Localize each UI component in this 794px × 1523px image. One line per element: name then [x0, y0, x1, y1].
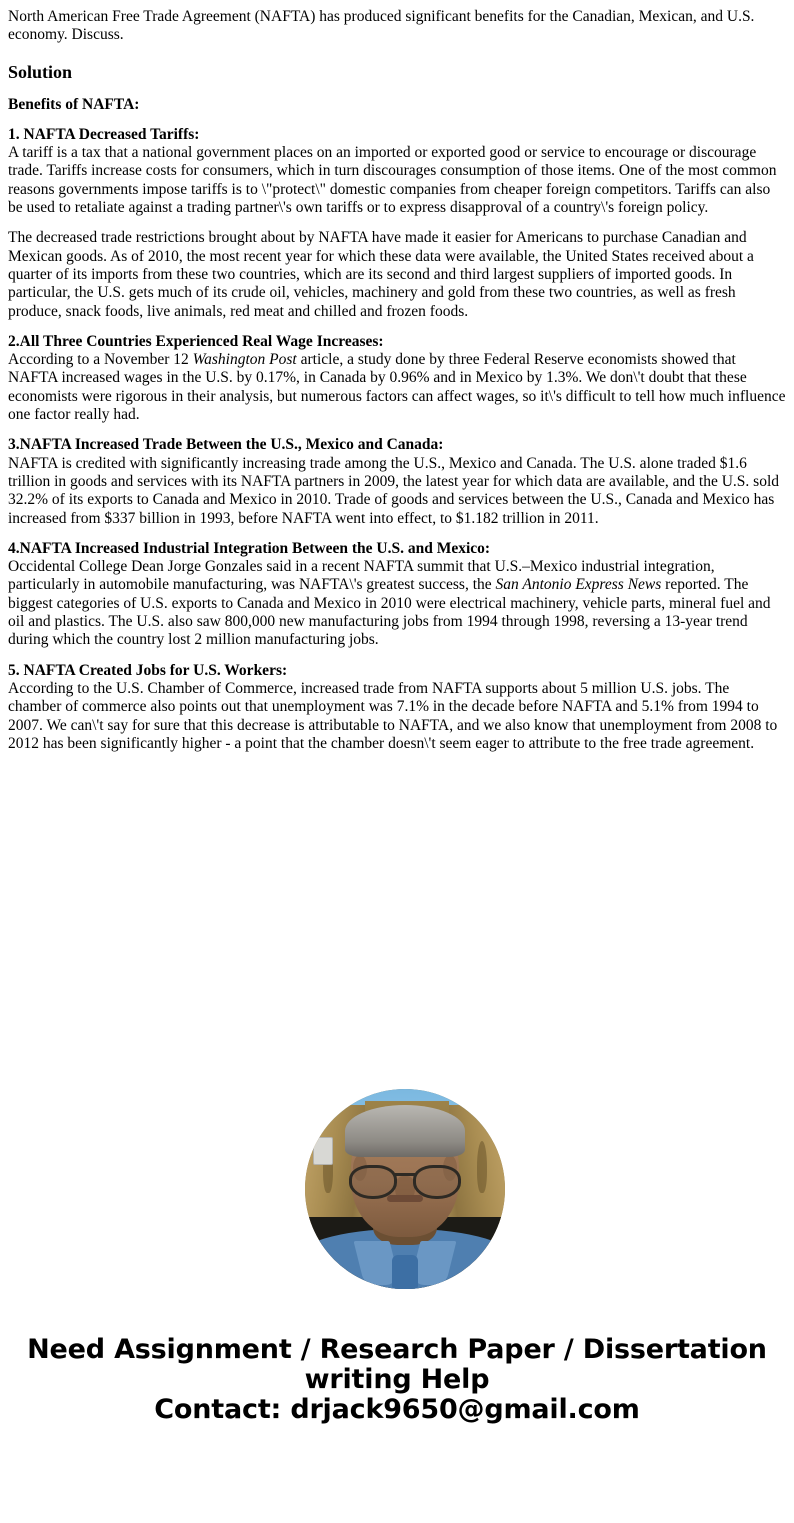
photo-wall-carving-right — [477, 1141, 487, 1193]
section-4-heading: 4.NAFTA Increased Industrial Integration Between the U.S. and Mexico: — [8, 539, 491, 557]
promo-footer — [8, 1335, 786, 1457]
promo-contact-line: Contact: drjack9650@gmail.com — [154, 1394, 640, 1426]
benefits-heading: Benefits of NAFTA: — [8, 95, 140, 113]
section-2-heading: 2.All Three Countries Experienced Real Wage Increases: — [8, 332, 384, 350]
section-5 — [8, 662, 786, 753]
section-2-paragraph — [8, 351, 786, 424]
section-1-paragraph-1: A tariff is a tax that a national government places on an imported or exported good or service to encourage or discourage trade. Tariffs increase costs for consumers, which in turn discourages consumption of those items. One of the most common reasons governments impose tariffs is to \"protect\" domestic companies from cheaper foreign competitors. Tariffs can also be used to retaliate against a trading partner\'s own tariffs or to express disapproval of a country\'s foreign policy. — [8, 144, 777, 217]
section-3-paragraph: NAFTA is credited with significantly increasing trade among the U.S., Mexico and Canada. The U.S. alone traded $1.6 trillion in goods and services with its NAFTA partners in 2009, the latest year for which data are available, and the U.S. sold 32.2% of its exports to Canada and Mexico in 2010. Trade of goods and services between the U.S., Canada and Mexico has increased from $337 billion in 1993, before NAFTA went into effect, to $1.182 trillion in 2011. — [8, 454, 779, 527]
photo-hair — [345, 1105, 465, 1157]
section-1 — [8, 126, 786, 321]
section-2-text-after-citation: article, a study done by three Federal Reserve economists showed that NAFTA increased wages in the U.S. by 0.17%, in Canada by 0.96% and in Mexico by 1.3%. We don\'t doubt that these economists were rigorous in their analysis, but numerous factors can affect wages, so it\'s difficult to tell how much influence one factor really had. — [8, 351, 786, 424]
photo-tie — [392, 1255, 418, 1289]
section-5-paragraph: According to the U.S. Chamber of Commerce, increased trade from NAFTA supports about 5 million U.S. jobs. The chamber of commerce also points out that unemployment was 7.1% in the decade before NAFTA and 5.1% from 1994 to 2007. We can\'t say for sure that this decrease is attributable to NAFTA, and we also know that unemployment from 2008 to 2012 has been significantly higher - a point that the chamber doesn\'t seem eager to attribute to the free trade agreement. — [8, 679, 778, 752]
section-1-heading: 1. NAFTA Decreased Tariffs: — [8, 125, 200, 143]
photo-wall-switch — [313, 1137, 333, 1165]
section-4-paragraph — [8, 558, 786, 649]
promo-line-2: writing Help — [304, 1364, 490, 1396]
photo-mouth — [387, 1195, 423, 1202]
avatar — [305, 1089, 505, 1289]
promo-line-1: Need Assignment / Research Paper / Dissertation — [27, 1334, 767, 1366]
section-4-text-before-citation: Occidental College Dean Jorge Gonzales said in a recent NAFTA summit that U.S.–Mexico industrial integration, particularly in automobile manufacturing, was NAFTA\'s greatest success, the — [8, 558, 715, 594]
section-2-text-before-citation: According to a November 12 — [8, 351, 193, 369]
glasses-icon — [347, 1165, 463, 1195]
section-3-heading: 3.NAFTA Increased Trade Between the U.S., Mexico and Canada: — [8, 436, 444, 454]
section-4-text-after-citation: reported. The biggest categories of U.S. exports to Canada and Mexico in 2010 were electrical machinery, vehicle parts, mineral fuel and oil and plastics. The U.S. also saw 800,000 new manufacturing jobs from 1994 through 1998, reversing a 13-year trend during which the country lost 2 million manufacturing jobs. — [8, 576, 771, 649]
photo-glasses-bridge — [395, 1173, 415, 1176]
section-2 — [8, 333, 786, 424]
photo-lens-left — [349, 1165, 397, 1199]
section-4 — [8, 540, 786, 650]
portrait-photo-container — [8, 1089, 794, 1289]
citation-san-antonio-express-news: San Antonio Express News — [495, 576, 662, 594]
question-prompt: North American Free Trade Agreement (NAFTA) has produced significant benefits for the Canadian, Mexican, and U.S. economy. Discuss. — [8, 8, 755, 44]
solution-heading: Solution — [8, 61, 73, 82]
photo-lens-right — [413, 1165, 461, 1199]
section-1-paragraph-2: The decreased trade restrictions brought about by NAFTA have made it easier for Americans to purchase Canadian and Mexican goods. As of 2010, the most recent year for which these data were available, the United States received about a quarter of its imports from these two countries, which are its second and third largest suppliers of imported goods. In particular, the U.S. gets much of its crude oil, vehicles, machinery and gold from these two countries, as well as fresh produce, snack foods, live animals, red meat and chilled and frozen foods. — [8, 229, 754, 320]
citation-washington-post: Washington Post — [192, 351, 297, 369]
section-5-heading: 5. NAFTA Created Jobs for U.S. Workers: — [8, 661, 288, 679]
section-3 — [8, 436, 786, 527]
